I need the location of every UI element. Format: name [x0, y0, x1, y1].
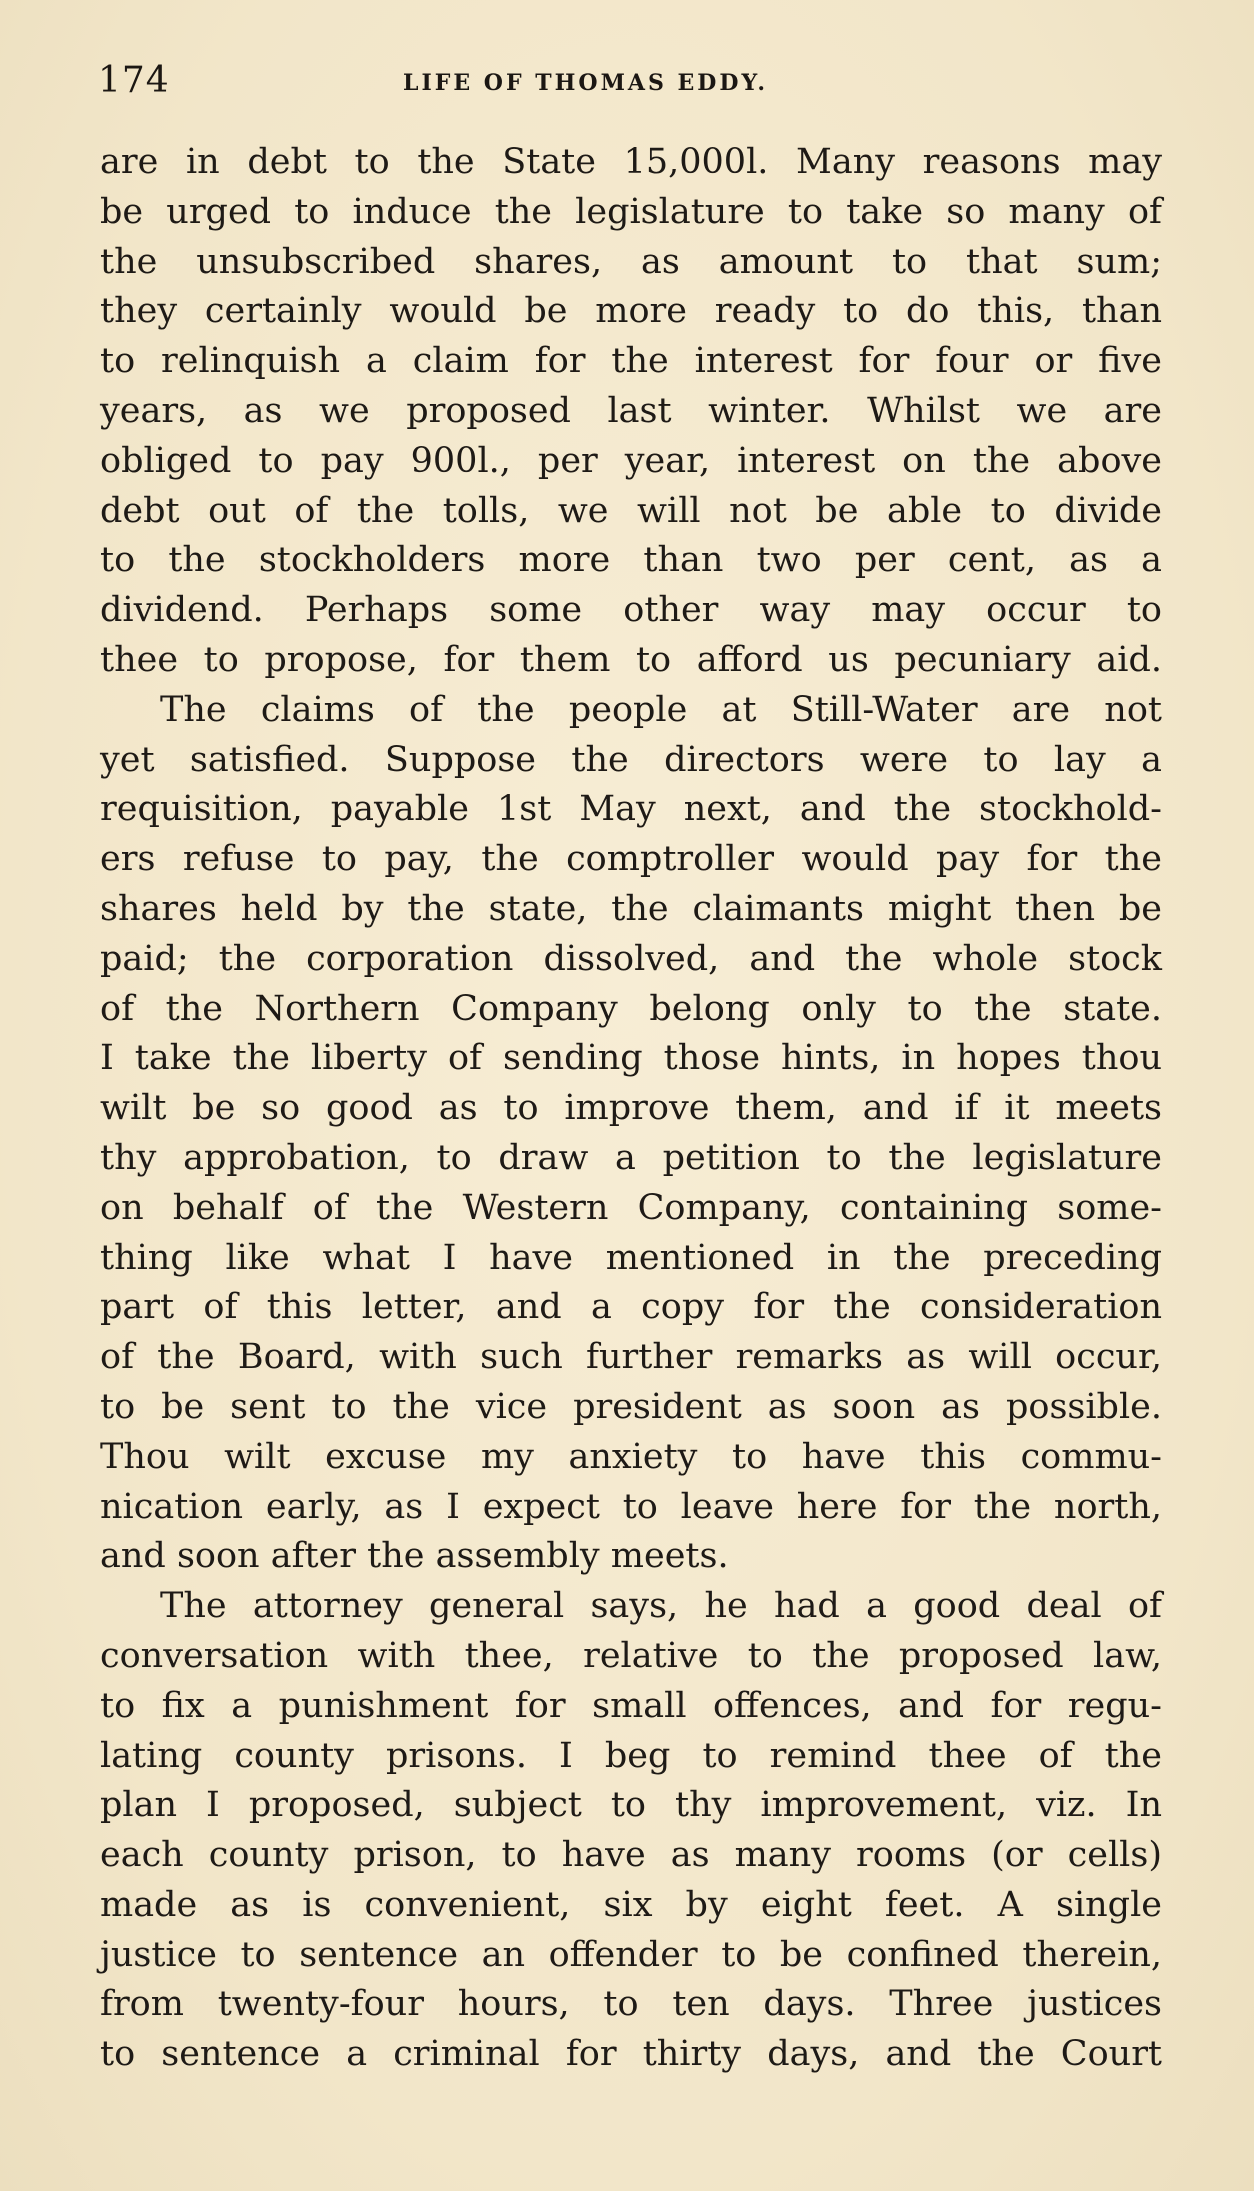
- text-line: conversation with thee, relative to the proposed law,: [100, 1635, 1162, 1676]
- text-line: The claims of the people at Still-Water are not: [160, 689, 1162, 730]
- text-line: The attorney general says, he had a good deal of: [160, 1586, 1162, 1627]
- text-line: plan I proposed, subject to thy improvement, viz. In: [100, 1785, 1162, 1826]
- text-line: years, as we proposed last winter. Whilst we are: [100, 390, 1162, 431]
- text-line: to sentence a criminal for thirty days, and the Court: [100, 2034, 1162, 2075]
- text-line: the unsubscribed shares, as amount to that sum;: [100, 241, 1162, 282]
- paragraph-1: [100, 138, 1162, 686]
- text-line: thy approbation, to draw a petition to the legislature: [100, 1137, 1162, 1178]
- text-line: dividend. Perhaps some other way may occur to: [100, 590, 1162, 631]
- text-line: to relinquish a claim for the interest for four or five: [100, 341, 1162, 382]
- text-line: paid; the corporation dissolved, and the whole stock: [100, 938, 1162, 979]
- text-line: are in debt to the State 15,000l. Many reasons may: [100, 142, 1162, 182]
- text-line: nication early, as I expect to leave here for the north,: [100, 1486, 1162, 1527]
- text-line: they certainly would be more ready to do this, than: [100, 291, 1162, 332]
- text-line: part of this letter, and a copy for the consideration: [100, 1287, 1162, 1328]
- text-line: to be sent to the vice president as soon as possible.: [100, 1386, 1162, 1427]
- text-line: and soon after the assembly meets.: [100, 1536, 729, 1577]
- text-line: lating county prisons. I beg to remind thee of the: [100, 1735, 1162, 1776]
- text-line: I take the liberty of sending those hints, in hopes thou: [100, 1038, 1162, 1079]
- text-line: debt out of the tolls, we will not be able to divide: [100, 490, 1162, 531]
- text-line: of the Board, with such further remarks as will occur,: [100, 1337, 1162, 1378]
- body-text: [100, 138, 1162, 2080]
- text-line: thing like what I have mentioned in the preceding: [100, 1237, 1162, 1278]
- paragraph-3: [100, 1582, 1162, 2080]
- text-line: ers refuse to pay, the comptroller would pay for the: [100, 839, 1162, 880]
- text-line: shares held by the state, the claimants might then be: [100, 888, 1162, 929]
- page-header: [98, 60, 1158, 110]
- text-line: to fix a punishment for small offences, and for regu-: [100, 1685, 1162, 1726]
- page-number: 174: [98, 60, 170, 101]
- text-line: be urged to induce the legislature to take so many of: [100, 191, 1162, 232]
- text-line: from twenty-four hours, to ten days. Three justices: [100, 1984, 1162, 2025]
- text-line: obliged to pay 900l., per year, interest on the above: [100, 440, 1162, 481]
- text-line: each county prison, to have as many rooms (or cells): [100, 1835, 1162, 1876]
- text-line: wilt be so good as to improve them, and if it meets: [100, 1088, 1162, 1129]
- text-line: of the Northern Company belong only to the state.: [100, 988, 1162, 1029]
- text-line: yet satisfied. Suppose the directors were to lay a: [100, 739, 1162, 780]
- text-line: thee to propose, for them to afford us pecuniary aid.: [100, 639, 1162, 680]
- text-line: requisition, payable 1st May next, and the stockhold-: [100, 789, 1162, 830]
- text-line: on behalf of the Western Company, containing some-: [100, 1187, 1162, 1228]
- text-line: to the stockholders more than two per cent, as a: [100, 540, 1162, 581]
- text-line: made as is convenient, six by eight feet. A single: [100, 1884, 1162, 1925]
- paragraph-2: [100, 686, 1162, 1582]
- text-line: justice to sentence an offender to be confined therein,: [100, 1934, 1162, 1975]
- text-line: Thou wilt excuse my anxiety to have this commu-: [100, 1436, 1162, 1477]
- running-title: LIFE OF THOMAS EDDY.: [403, 70, 768, 96]
